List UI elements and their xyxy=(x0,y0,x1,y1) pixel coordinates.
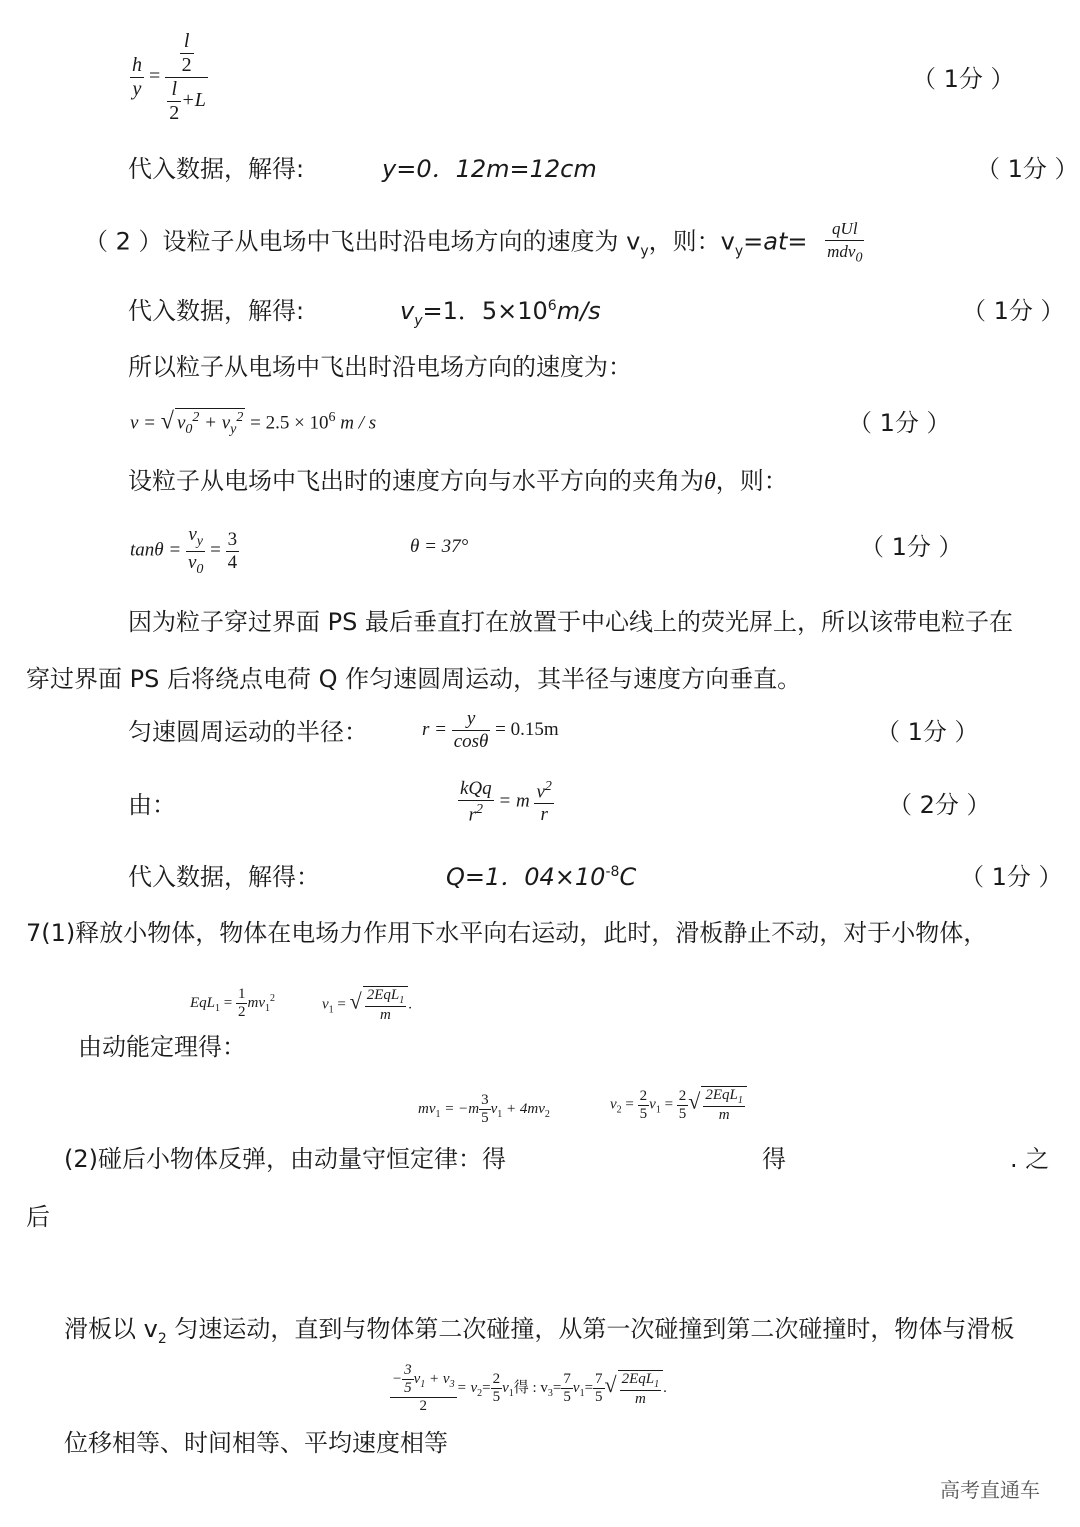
get-v3: 得 : v xyxy=(513,1379,548,1396)
fraction-compound xyxy=(165,30,208,125)
value-b: C xyxy=(619,863,637,891)
subscript: 1 xyxy=(737,1095,743,1106)
sqrt-sign: √ xyxy=(349,988,362,1014)
sqrt-sign: √ xyxy=(604,1371,617,1397)
q7-v2-eq xyxy=(610,1086,747,1124)
subscript: 3 xyxy=(547,1387,553,1399)
score-2: （ 1分 ） xyxy=(976,155,1079,183)
superscript: 6 xyxy=(547,298,557,314)
subscript: y xyxy=(734,243,744,260)
subscript: 1 xyxy=(579,1387,585,1399)
superscript: 2 xyxy=(192,410,200,425)
fraction-1-2 xyxy=(236,986,248,1021)
watermark: 高考直通车 xyxy=(940,1478,1040,1502)
lhs: r = xyxy=(422,718,447,740)
line-vy-value xyxy=(400,296,601,330)
q7-line2d: 后 xyxy=(26,1203,50,1231)
superscript: 2 xyxy=(236,410,244,425)
equals: = xyxy=(210,539,221,561)
numerator: 3 xyxy=(227,528,238,550)
denominator: 5 xyxy=(563,1389,571,1405)
numerator: 2 xyxy=(639,1087,648,1104)
fraction-2-5b xyxy=(677,1088,689,1123)
denominator xyxy=(825,241,864,267)
v: v xyxy=(400,297,415,325)
radicand xyxy=(701,1086,747,1124)
subscript: 2 xyxy=(157,1330,167,1347)
num-v: v xyxy=(536,781,545,803)
den-v: v xyxy=(187,551,197,573)
radius-label: 匀速圆周运动的半径： xyxy=(128,718,368,746)
fraction-v2-r xyxy=(534,778,553,826)
numerator: 2 xyxy=(492,1371,501,1387)
denominator: 2 xyxy=(419,1398,428,1414)
rhs: mv xyxy=(247,994,265,1011)
denominator: m xyxy=(380,1007,391,1023)
subscript: 0 xyxy=(196,561,204,577)
numerator xyxy=(186,524,205,552)
theta-intro-tail: ，则： xyxy=(715,467,788,495)
radicand xyxy=(618,1370,664,1408)
lhs: v = xyxy=(130,412,157,434)
score-6: （ 1分 ） xyxy=(876,718,979,746)
subscript: 1 xyxy=(328,1004,334,1016)
line-y-label: 代入数据，解得: xyxy=(128,155,305,183)
q-label: 代入数据，解得： xyxy=(128,863,320,891)
equation-h-over-y xyxy=(130,30,208,125)
fraction-3-5 xyxy=(479,1092,491,1127)
value-b: m/s xyxy=(556,297,601,325)
superscript: 2 xyxy=(544,779,552,794)
dot: . xyxy=(663,1379,667,1396)
line-y-value: y=0．12m=12cm xyxy=(382,155,597,183)
subscript: 1 xyxy=(420,1378,426,1390)
equals-sign: = xyxy=(149,65,161,88)
plus-L: +L xyxy=(181,89,206,112)
equals: = xyxy=(482,1379,491,1396)
rhs: = 0.15m xyxy=(495,718,559,740)
subscript: y xyxy=(640,243,649,260)
subscript: 0 xyxy=(855,250,863,266)
para-ps-line2: 穿过界面 PS 后将绕点电荷 Q 作匀速圆周运动，其半径与速度方向垂直。 xyxy=(26,665,802,693)
equals: = xyxy=(664,1096,674,1113)
denominator: y xyxy=(132,78,142,100)
value-a: =1．5×10 xyxy=(422,297,548,325)
subscript: 2 xyxy=(544,1108,550,1120)
score-4: （ 1分 ） xyxy=(848,409,951,437)
theta-value: θ = 37° xyxy=(410,536,469,557)
q7-line2c: . 之 xyxy=(1010,1145,1050,1173)
speed-intro: 所以粒子从电场中飞出时沿电场方向的速度为： xyxy=(128,353,632,381)
numerator xyxy=(534,778,553,804)
theta-symbol: θ xyxy=(704,469,716,495)
numerator: kQq xyxy=(460,778,492,799)
score-1: （ 1分 ） xyxy=(912,65,1015,93)
fraction-vy-v0 xyxy=(186,524,205,579)
q7-line3 xyxy=(64,1314,1014,1348)
eq-m: = m xyxy=(498,790,530,812)
subscript: 2 xyxy=(477,1387,483,1399)
dot: . xyxy=(408,996,412,1013)
mid: = −m xyxy=(444,1100,480,1117)
part2-text: （ 2 ）设粒子从电场中飞出时沿电场方向的速度为 v xyxy=(84,227,641,256)
numerator xyxy=(390,1362,457,1398)
subscript: 1 xyxy=(215,1002,221,1014)
radicand xyxy=(175,408,245,439)
lhs: v xyxy=(610,1096,617,1113)
v1: v xyxy=(572,1379,580,1396)
numerator xyxy=(365,987,407,1007)
subscript: 3 xyxy=(449,1378,455,1390)
eq-v2: = v xyxy=(456,1379,478,1396)
v1: v xyxy=(490,1100,498,1117)
part2-text2: ，则：v xyxy=(648,227,735,256)
theta-intro-text: 设粒子从电场中飞出时的速度方向与水平方向的夹角为 xyxy=(128,467,704,495)
denominator: m xyxy=(634,1390,646,1407)
para-ps-line1: 因为粒子穿过界面 PS 最后垂直打在放置于中心线上的荧光屏上，所以该带电粒子在 xyxy=(128,608,1013,636)
fraction-7-5b xyxy=(593,1371,605,1406)
fraction-qUl xyxy=(825,218,864,267)
numerator: 3 xyxy=(481,1092,489,1108)
rad-a: v xyxy=(176,412,186,434)
plus-v3: + v xyxy=(425,1370,450,1387)
radicand xyxy=(363,986,409,1024)
numerator: 7 xyxy=(595,1371,603,1387)
fraction-l-2-lower xyxy=(167,78,181,125)
you-label: 由： xyxy=(128,791,176,819)
equation-v xyxy=(130,408,376,439)
denominator: r xyxy=(540,804,548,826)
fraction-3-5 xyxy=(402,1362,414,1397)
numerator: qUl xyxy=(825,218,864,241)
num-v: v xyxy=(188,524,197,545)
part2-line xyxy=(84,218,864,267)
v1: v xyxy=(413,1370,421,1387)
q7-line4: 位移相等、时间相等、平均速度相等 xyxy=(64,1429,448,1457)
superscript: -8 xyxy=(605,864,620,880)
denominator: 2 xyxy=(237,1004,246,1020)
equals: = xyxy=(337,996,346,1013)
den-text: mdv xyxy=(827,242,856,261)
numerator: 3 xyxy=(404,1362,412,1378)
denominator: 5 xyxy=(595,1389,603,1405)
denominator xyxy=(458,801,494,826)
denominator: 5 xyxy=(678,1105,687,1122)
score-7: （ 2分 ） xyxy=(888,791,991,819)
q7-momentum-eq xyxy=(418,1092,550,1127)
superscript: 2 xyxy=(476,802,484,817)
subscript: y xyxy=(230,422,237,438)
sqrt-sign: √ xyxy=(160,408,174,435)
denominator: cosθ xyxy=(453,731,489,752)
equals: = xyxy=(552,1379,562,1396)
line-vy-label: 代入数据，解得: xyxy=(128,297,305,325)
q7-line1: 7(1)释放小物体，物体在电场力作用下水平向右运动，此时，滑板静止不动，对于小物体， xyxy=(26,919,988,947)
subscript: 1 xyxy=(655,1104,661,1116)
fraction-avg xyxy=(390,1362,457,1415)
denominator: 2 xyxy=(169,102,180,124)
den-r: r xyxy=(468,804,477,826)
subscript: 1 xyxy=(435,1108,441,1120)
force-equation xyxy=(458,778,554,826)
subscript: 1 xyxy=(264,1002,270,1014)
q7-avg-eq xyxy=(390,1362,667,1415)
numerator xyxy=(703,1087,745,1107)
value-a: Q=1．04×10 xyxy=(446,863,606,891)
line3-text: 滑板以 v xyxy=(64,1315,158,1343)
denominator xyxy=(186,552,205,579)
compound-numerator xyxy=(165,30,208,78)
numerator: 7 xyxy=(563,1371,571,1387)
fraction-7-5 xyxy=(561,1371,573,1406)
superscript: 6 xyxy=(328,410,336,425)
fraction-kQq xyxy=(458,778,494,826)
lhs: mv xyxy=(418,1100,436,1117)
subscript: 2 xyxy=(616,1104,622,1116)
num-text: 2EqL xyxy=(705,1087,738,1103)
line3-text-b: 匀速运动，直到与物体第二次碰撞，从第一次碰撞到第二次碰撞时，物体与滑板 xyxy=(166,1315,1015,1343)
lhs: v xyxy=(322,996,329,1013)
q7-eq1 xyxy=(190,986,275,1021)
part2-text3: =at= xyxy=(743,227,808,256)
fraction-h-y xyxy=(130,54,144,101)
q7-theorem: 由动能定理得： xyxy=(78,1033,246,1061)
score-8: （ 1分 ） xyxy=(960,863,1063,891)
denominator: 5 xyxy=(492,1389,501,1405)
denominator: 2 xyxy=(181,54,192,76)
q-value xyxy=(446,862,636,892)
q7-line2b: 得 xyxy=(762,1145,786,1173)
denominator: 5 xyxy=(481,1110,489,1126)
q7-eq2 xyxy=(322,986,412,1024)
subscript: 1 xyxy=(497,1108,503,1120)
minus: − xyxy=(392,1370,403,1387)
equals: = xyxy=(223,994,233,1011)
numerator: 2 xyxy=(678,1087,687,1104)
v1: v xyxy=(649,1096,656,1113)
fraction-l-2 xyxy=(180,30,194,77)
numerator: l xyxy=(167,78,181,102)
num-text: 2EqL xyxy=(621,1370,655,1387)
compound-denominator xyxy=(165,78,208,125)
q7-line2a: (2)碰后小物体反弹，由动量守恒定律：得 xyxy=(64,1145,506,1173)
subscript: 1 xyxy=(508,1387,514,1399)
equals: = xyxy=(584,1379,594,1396)
sqrt-sign: √ xyxy=(688,1088,701,1114)
denominator: 5 xyxy=(639,1105,648,1122)
equals: = xyxy=(625,1096,634,1113)
fraction-2-5 xyxy=(638,1088,650,1123)
subscript: y xyxy=(414,312,423,329)
subscript: 1 xyxy=(654,1378,660,1390)
rad-plus: + v xyxy=(199,412,231,434)
subscript: 0 xyxy=(185,422,193,438)
numerator: y xyxy=(452,708,491,731)
denominator: 5 xyxy=(404,1380,412,1396)
v1: v xyxy=(502,1379,509,1396)
numerator: l xyxy=(180,30,194,54)
numerator xyxy=(620,1371,662,1391)
unit: m / s xyxy=(335,412,377,434)
fraction-3-4 xyxy=(226,529,240,574)
subscript: y xyxy=(196,533,203,549)
num-text: 2EqL xyxy=(366,987,400,1003)
fraction-y-cos xyxy=(452,708,491,753)
numerator: h xyxy=(132,54,142,76)
fraction-2-5 xyxy=(491,1371,503,1406)
theta-intro xyxy=(128,466,788,497)
score-3: （ 1分 ） xyxy=(962,297,1065,325)
rhs: + 4mv xyxy=(506,1100,545,1117)
radius-equation xyxy=(422,708,559,753)
subscript: 1 xyxy=(399,995,405,1006)
lhs: EqL xyxy=(190,994,216,1011)
denominator: m xyxy=(718,1107,730,1123)
lhs: tanθ = xyxy=(130,539,182,561)
equation-tan xyxy=(130,524,239,579)
rhs: = 2.5 × 10 xyxy=(245,412,329,434)
score-5: （ 1分 ） xyxy=(860,533,963,561)
denominator: 4 xyxy=(227,551,238,573)
superscript: 2 xyxy=(269,992,275,1004)
numerator: 1 xyxy=(237,986,246,1002)
